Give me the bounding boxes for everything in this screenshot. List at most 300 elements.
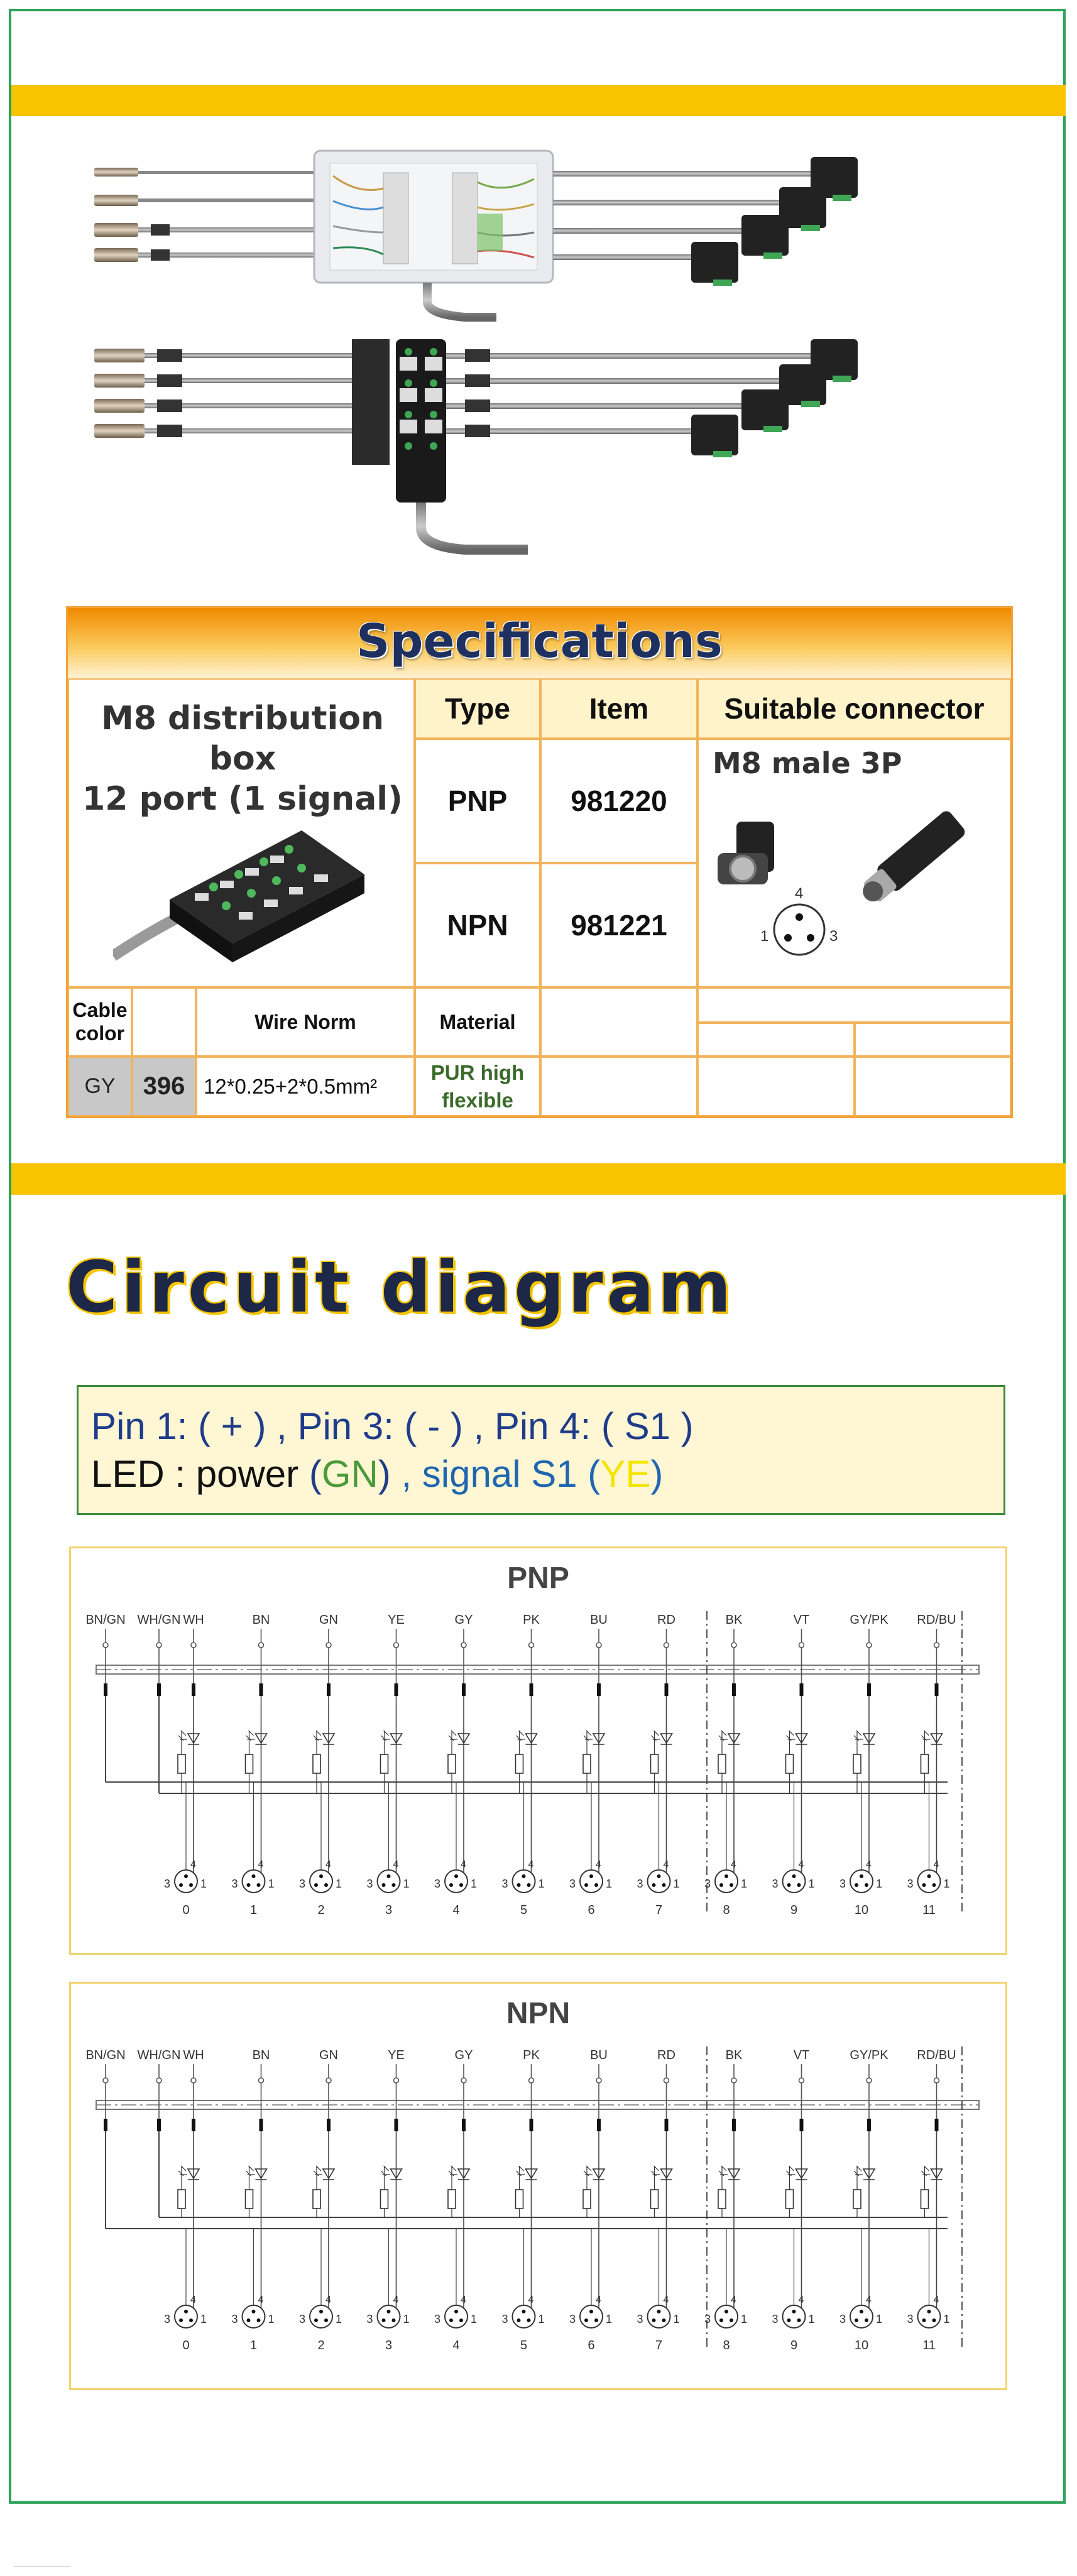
wire-terminal	[934, 2078, 939, 2083]
led-ray	[719, 2171, 724, 2176]
port-pin-mark-3: 3	[569, 2313, 576, 2325]
wire-fuse	[327, 1683, 331, 1696]
port-connector	[918, 1870, 941, 1893]
port-pin-3	[584, 1883, 588, 1887]
port-pin-1	[527, 1883, 531, 1887]
empty-header-2	[697, 987, 1011, 1023]
port-pin-3	[449, 2318, 453, 2322]
wire-fuse	[800, 1683, 804, 1696]
wire-label: BN/GN	[85, 2048, 126, 2062]
port-pin-4	[454, 1874, 458, 1878]
port-pin-mark-3: 3	[704, 1878, 711, 1890]
port-pin-mark-4: 4	[663, 2295, 669, 2305]
port-pin-4	[184, 1874, 188, 1878]
port-pin-4	[252, 2310, 256, 2313]
port-pin-mark-4: 4	[190, 1859, 196, 1870]
port-pin-mark-3: 3	[637, 1878, 643, 1890]
pin-assignment-line: Pin 1: ( + ) , Pin 3: ( - ) , Pin 4: ( S1 )	[91, 1405, 694, 1447]
port-pin-mark-3: 3	[569, 1878, 576, 1890]
led-gn-color: GN	[321, 1453, 378, 1495]
cable-code-cell: 396	[132, 1057, 196, 1116]
product-title-line-2: 12 port (1 signal)	[82, 780, 403, 818]
port-pin-1	[865, 2318, 868, 2322]
wire-fuse	[867, 1683, 871, 1696]
led-ray	[517, 1736, 522, 1741]
port-number: 7	[655, 2339, 663, 2352]
port-pin-mark-4: 4	[798, 2295, 804, 2305]
led-ray	[922, 1736, 927, 1741]
port-pin-4	[522, 2310, 526, 2313]
wire-label: WH	[183, 2048, 204, 2062]
wire-label: RD/BU	[917, 1613, 956, 1627]
port-pin-1	[324, 2318, 328, 2322]
pin-legend-box	[77, 1385, 1005, 1515]
wire-terminal	[867, 2078, 872, 2083]
port-number: 8	[723, 2339, 730, 2352]
wire-fuse	[462, 2119, 466, 2131]
port-number: 3	[385, 2339, 393, 2352]
port-pin-3	[247, 2318, 251, 2322]
wire-label: PK	[523, 1613, 540, 1627]
led-ray	[854, 1736, 859, 1741]
port-pin-3	[179, 1883, 183, 1887]
wire-fuse	[867, 2119, 871, 2131]
port-pin-3	[314, 1883, 318, 1887]
wire-terminal	[596, 1643, 601, 1648]
port-pin-3	[922, 1883, 926, 1887]
port-number: 11	[922, 2339, 936, 2352]
port-pin-mark-4: 4	[258, 2295, 264, 2305]
port-pin-1	[459, 1883, 463, 1887]
port-pin-mark-4: 4	[798, 1859, 804, 1870]
resistor	[313, 2190, 320, 2209]
led-ray	[178, 1736, 183, 1741]
port-pin-3	[787, 1883, 791, 1887]
port-pin-mark-1: 1	[673, 1878, 680, 1890]
port-connector	[243, 2305, 265, 2328]
wire-fuse	[732, 2119, 736, 2131]
led-ray	[381, 2171, 386, 2176]
port-connector	[850, 2305, 873, 2328]
port-pin-1	[932, 1883, 936, 1887]
wire-fuse	[530, 1683, 533, 1696]
wire-fuse	[395, 2119, 398, 2131]
wire-terminal	[461, 1643, 466, 1648]
port-pin-1	[459, 2318, 463, 2322]
port-pin-4	[927, 1874, 931, 1878]
type-header: Type	[415, 678, 540, 739]
wire-terminal	[664, 1643, 669, 1648]
npn-schematic	[71, 2040, 1005, 2373]
port-pin-3	[787, 2318, 791, 2322]
port-pin-4	[927, 2310, 931, 2313]
specifications-header	[68, 608, 1011, 678]
port-pin-mark-1: 1	[403, 1878, 410, 1890]
port-pin-3	[652, 2318, 656, 2322]
wire-fuse	[260, 1683, 263, 1696]
port-number: 7	[655, 1903, 663, 1917]
port-pin-4	[589, 1874, 593, 1878]
wire-fuse	[530, 2119, 533, 2131]
wire-fuse	[327, 2119, 331, 2131]
port-pin-mark-1: 1	[200, 1878, 207, 1890]
resistor	[786, 1754, 794, 1773]
port-pin-mark-1: 1	[808, 1878, 815, 1890]
led-ray	[787, 1736, 792, 1741]
port-pin-mark-1: 1	[268, 2313, 275, 2325]
wire-terminal	[731, 2078, 736, 2083]
port-pin-mark-4: 4	[731, 2295, 736, 2305]
wire-fuse	[597, 2119, 601, 2131]
wire-fuse	[157, 2119, 161, 2131]
wire-fuse	[104, 1683, 107, 1696]
port-connector	[513, 2305, 535, 2328]
resistor	[583, 1754, 591, 1773]
port-number: 11	[922, 1903, 936, 1917]
port-pin-3	[517, 1883, 521, 1887]
port-pin-3	[855, 2318, 858, 2322]
port-pin-mark-4: 4	[258, 1859, 264, 1870]
port-pin-mark-1: 1	[808, 2313, 815, 2325]
port-pin-4	[252, 1874, 256, 1878]
port-pin-mark-4: 4	[731, 1859, 736, 1870]
cable-color-header-line-1: Cable	[72, 999, 128, 1021]
wire-terminal	[731, 1643, 736, 1648]
product-title	[69, 698, 416, 819]
wire-terminal	[259, 2078, 264, 2083]
port-pin-1	[392, 2318, 396, 2322]
led-ye-open: (	[577, 1453, 601, 1495]
led-ray	[652, 1736, 657, 1741]
port-pin-1	[257, 2318, 261, 2322]
item-cell-npn: 981221	[540, 863, 697, 987]
empty-header-4	[855, 1023, 1011, 1057]
port-connector	[445, 1870, 467, 1893]
led-ray	[584, 1736, 589, 1741]
port-pin-mark-3: 3	[298, 1878, 306, 1890]
port-pin-mark-1: 1	[740, 1878, 748, 1890]
resistor	[651, 2190, 659, 2209]
wire-label: WH/GN	[137, 1613, 181, 1627]
wire-fuse	[104, 2119, 107, 2131]
connector-label: M8 male 3P	[713, 746, 902, 780]
wire-label: WH/GN	[137, 2048, 181, 2062]
port-pin-4	[454, 2310, 458, 2313]
product-title-line-1: M8 distribution box	[101, 700, 385, 778]
footer-line	[14, 2566, 70, 2567]
wire-fuse	[935, 2119, 939, 2131]
port-number: 0	[182, 2339, 190, 2352]
port-pin-mark-4: 4	[933, 1859, 939, 1870]
type-cell-pnp: PNP	[415, 739, 540, 863]
port-pin-mark-3: 3	[434, 2313, 441, 2325]
port-pin-1	[189, 2318, 193, 2322]
led-ray	[517, 2171, 522, 2176]
port-pin-mark-1: 1	[673, 2313, 680, 2325]
pin-label-3: 3	[829, 928, 838, 945]
led-ray	[719, 1736, 724, 1741]
port-number: 8	[723, 1903, 730, 1917]
port-pin-mark-4: 4	[663, 1859, 669, 1870]
port-connector	[783, 2305, 806, 2328]
wire-terminal	[326, 2078, 331, 2083]
port-number: 0	[182, 1903, 190, 1917]
resistor	[178, 1754, 185, 1773]
product-photo	[88, 138, 968, 565]
port-pin-4	[792, 1874, 796, 1878]
port-connector	[648, 1870, 670, 1893]
port-pin-mark-1: 1	[875, 2313, 883, 2325]
wire-label: GN	[319, 1613, 338, 1627]
port-pin-4	[860, 2310, 863, 2313]
empty-cell-1	[540, 1057, 697, 1116]
port-pin-1	[797, 1883, 801, 1887]
port-pin-1	[257, 1883, 261, 1887]
port-pin-1	[730, 2318, 733, 2322]
material-line-1: PUR high	[430, 1060, 525, 1084]
connector-image	[711, 796, 1000, 979]
port-pin-mark-4: 4	[528, 1859, 534, 1870]
resistor	[516, 2190, 523, 2209]
wire-terminal	[156, 2078, 161, 2083]
led-ray	[449, 1736, 454, 1741]
port-pin-3	[179, 2318, 183, 2322]
led-ye-close: )	[650, 1453, 664, 1495]
wire-label: BK	[725, 1613, 743, 1627]
resistor	[246, 1754, 253, 1773]
pin-label-4: 4	[795, 885, 804, 902]
port-connector	[715, 2305, 738, 2328]
port-number: 2	[317, 1903, 325, 1917]
port-number: 4	[452, 1903, 460, 1917]
wire-label: BN	[252, 1613, 270, 1627]
port-pin-mark-3: 3	[704, 2313, 711, 2325]
material-header: Material	[415, 987, 540, 1057]
specifications-title: Specifications	[356, 614, 723, 668]
port-pin-4	[319, 2310, 323, 2313]
port-pin-mark-3: 3	[366, 1878, 373, 1890]
wire-label: VT	[793, 2048, 810, 2062]
resistor	[853, 2190, 861, 2209]
port-pin-4	[860, 1874, 863, 1878]
wire-label: BN/GN	[85, 1613, 126, 1627]
wire-terminal	[529, 1643, 534, 1648]
led-gn-open: (	[298, 1453, 322, 1495]
port-connector	[445, 2305, 467, 2328]
port-pin-mark-1: 1	[268, 1878, 275, 1890]
port-pin-1	[865, 1883, 868, 1887]
wire-label: GN	[319, 2048, 338, 2062]
port-pin-mark-3: 3	[839, 1878, 846, 1890]
led-ray	[922, 2171, 927, 2176]
port-pin-mark-4: 4	[933, 2295, 939, 2305]
led-ray	[246, 1736, 251, 1741]
pnp-schematic	[71, 1605, 1005, 1938]
port-connector	[175, 2305, 197, 2328]
resistor	[448, 1754, 456, 1773]
port-pin-mark-1: 1	[335, 2313, 342, 2325]
port-pin-mark-1: 1	[538, 2313, 545, 2325]
type-cell-npn: NPN	[415, 863, 540, 987]
material-line-2: flexible	[442, 1088, 513, 1112]
wire-fuse	[665, 1683, 669, 1696]
empty-cell-3	[855, 1057, 1011, 1116]
port-connector	[918, 2305, 941, 2328]
port-pin-mark-4: 4	[528, 2295, 534, 2305]
port-pin-1	[662, 2318, 666, 2322]
wire-label: BN	[252, 2048, 270, 2062]
port-pin-mark-3: 3	[163, 1878, 171, 1890]
empty-cell-2	[697, 1057, 855, 1116]
cable-color-cell: GY	[68, 1057, 132, 1116]
wire-label: RD	[657, 1613, 675, 1627]
port-connector	[715, 1870, 738, 1893]
wire-terminal	[529, 2078, 534, 2083]
port-pin-3	[922, 2318, 926, 2322]
port-pin-mark-1: 1	[403, 2313, 410, 2325]
wire-fuse	[732, 1683, 736, 1696]
wire-terminal	[867, 1643, 872, 1648]
resistor	[718, 1754, 726, 1773]
empty-header-3	[697, 1023, 855, 1057]
led-ray	[314, 1736, 319, 1741]
port-number: 3	[385, 1903, 393, 1917]
resistor	[448, 2190, 456, 2209]
port-pin-mark-4: 4	[393, 2295, 399, 2305]
port-pin-4	[792, 2310, 796, 2313]
port-pin-mark-3: 3	[907, 1878, 914, 1890]
port-pin-mark-1: 1	[875, 1878, 883, 1890]
port-connector	[243, 1870, 265, 1893]
port-pin-mark-3: 3	[231, 1878, 238, 1890]
led-prefix: LED : power	[91, 1453, 299, 1495]
wire-fuse	[260, 2119, 263, 2131]
led-signal-label: , signal S1	[390, 1453, 577, 1495]
wire-fuse	[192, 1683, 195, 1696]
empty-header-1	[540, 987, 697, 1057]
port-number: 5	[520, 1903, 528, 1917]
wire-fuse	[157, 1683, 161, 1696]
material-cell	[415, 1057, 540, 1116]
port-pin-4	[522, 1874, 526, 1878]
port-pin-mark-3: 3	[366, 2313, 373, 2325]
wire-fuse	[935, 1683, 939, 1696]
port-number: 10	[854, 2339, 869, 2352]
port-pin-mark-4: 4	[461, 1859, 466, 1870]
port-pin-3	[719, 1883, 723, 1887]
wire-label: BU	[590, 2048, 608, 2062]
port-number: 4	[452, 2339, 460, 2352]
port-pin-mark-1: 1	[943, 1878, 950, 1890]
port-connector	[783, 1870, 806, 1893]
wire-label: RD	[657, 2048, 675, 2062]
port-pin-4	[724, 1874, 728, 1878]
resistor	[921, 1754, 929, 1773]
led-ray	[854, 2171, 859, 2176]
port-number: 1	[249, 1903, 258, 1917]
wire-label: BK	[725, 2048, 743, 2062]
wire-fuse	[462, 1683, 466, 1696]
port-pin-1	[594, 1883, 598, 1887]
wire-norm-header: Wire Norm	[196, 987, 415, 1057]
port-number: 6	[588, 2339, 595, 2352]
port-pin-3	[382, 2318, 386, 2322]
wire-norm-cell: 12*0.25+2*0.5mm²	[196, 1057, 415, 1116]
led-ray	[178, 2171, 183, 2176]
port-number: 9	[790, 1903, 798, 1917]
resistor	[651, 1754, 659, 1773]
wire-label: GY/PK	[850, 1613, 888, 1627]
wire-terminal	[103, 2078, 108, 2083]
port-pin-mark-3: 3	[839, 2313, 846, 2325]
port-pin-mark-1: 1	[740, 2313, 748, 2325]
led-gn-close: )	[378, 1453, 391, 1495]
port-pin-3	[247, 1883, 251, 1887]
connector-cell	[697, 739, 1011, 987]
wire-terminal	[799, 2078, 804, 2083]
port-pin-4	[724, 2310, 728, 2313]
port-connector	[513, 1870, 535, 1893]
wire-terminal	[394, 1643, 399, 1648]
port-number: 2	[317, 2339, 325, 2352]
connector-header: Suitable connector	[697, 678, 1011, 739]
port-pin-4	[319, 1874, 323, 1878]
port-number: 5	[520, 2339, 528, 2352]
resistor	[381, 2190, 388, 2209]
wire-label: VT	[793, 1613, 810, 1627]
pin-label-1: 1	[760, 928, 769, 945]
port-pin-3	[719, 2318, 723, 2322]
port-pin-1	[527, 2318, 531, 2322]
wire-label: YE	[388, 2048, 405, 2062]
port-pin-1	[392, 1883, 396, 1887]
port-connector	[175, 1870, 197, 1893]
port-pin-mark-1: 1	[943, 2313, 950, 2325]
circuit-diagram-title: Circuit diagram	[66, 1247, 735, 1329]
port-pin-mark-3: 3	[637, 2313, 643, 2325]
port-pin-mark-4: 4	[596, 2295, 601, 2305]
port-connector	[850, 1870, 873, 1893]
code-header	[132, 987, 196, 1057]
port-connector	[310, 1870, 332, 1893]
port-pin-3	[517, 2318, 521, 2322]
cable-color-header-line-2: color	[75, 1022, 125, 1045]
port-pin-mark-4: 4	[866, 1859, 872, 1870]
port-pin-mark-3: 3	[434, 1878, 441, 1890]
npn-diagram	[69, 1982, 1007, 2390]
product-cell	[68, 678, 415, 987]
port-connector	[310, 2305, 332, 2328]
port-pin-4	[589, 2310, 593, 2313]
led-ray	[787, 2171, 792, 2176]
resistor	[583, 2190, 591, 2209]
wire-terminal	[596, 2078, 601, 2083]
resistor	[921, 2190, 929, 2209]
wire-terminal	[156, 1643, 161, 1648]
specifications-table	[66, 606, 1013, 1118]
pnp-diagram	[69, 1546, 1007, 1955]
pnp-diagram-title: PNP	[507, 1562, 569, 1595]
port-pin-1	[932, 2318, 936, 2322]
port-pin-mark-4: 4	[393, 1859, 399, 1870]
resistor	[718, 2190, 726, 2209]
port-pin-3	[584, 2318, 588, 2322]
port-pin-4	[184, 2310, 188, 2313]
item-header: Item	[540, 678, 697, 739]
port-pin-mark-3: 3	[501, 2313, 508, 2325]
port-pin-mark-4: 4	[866, 2295, 872, 2305]
resistor	[246, 2190, 253, 2209]
